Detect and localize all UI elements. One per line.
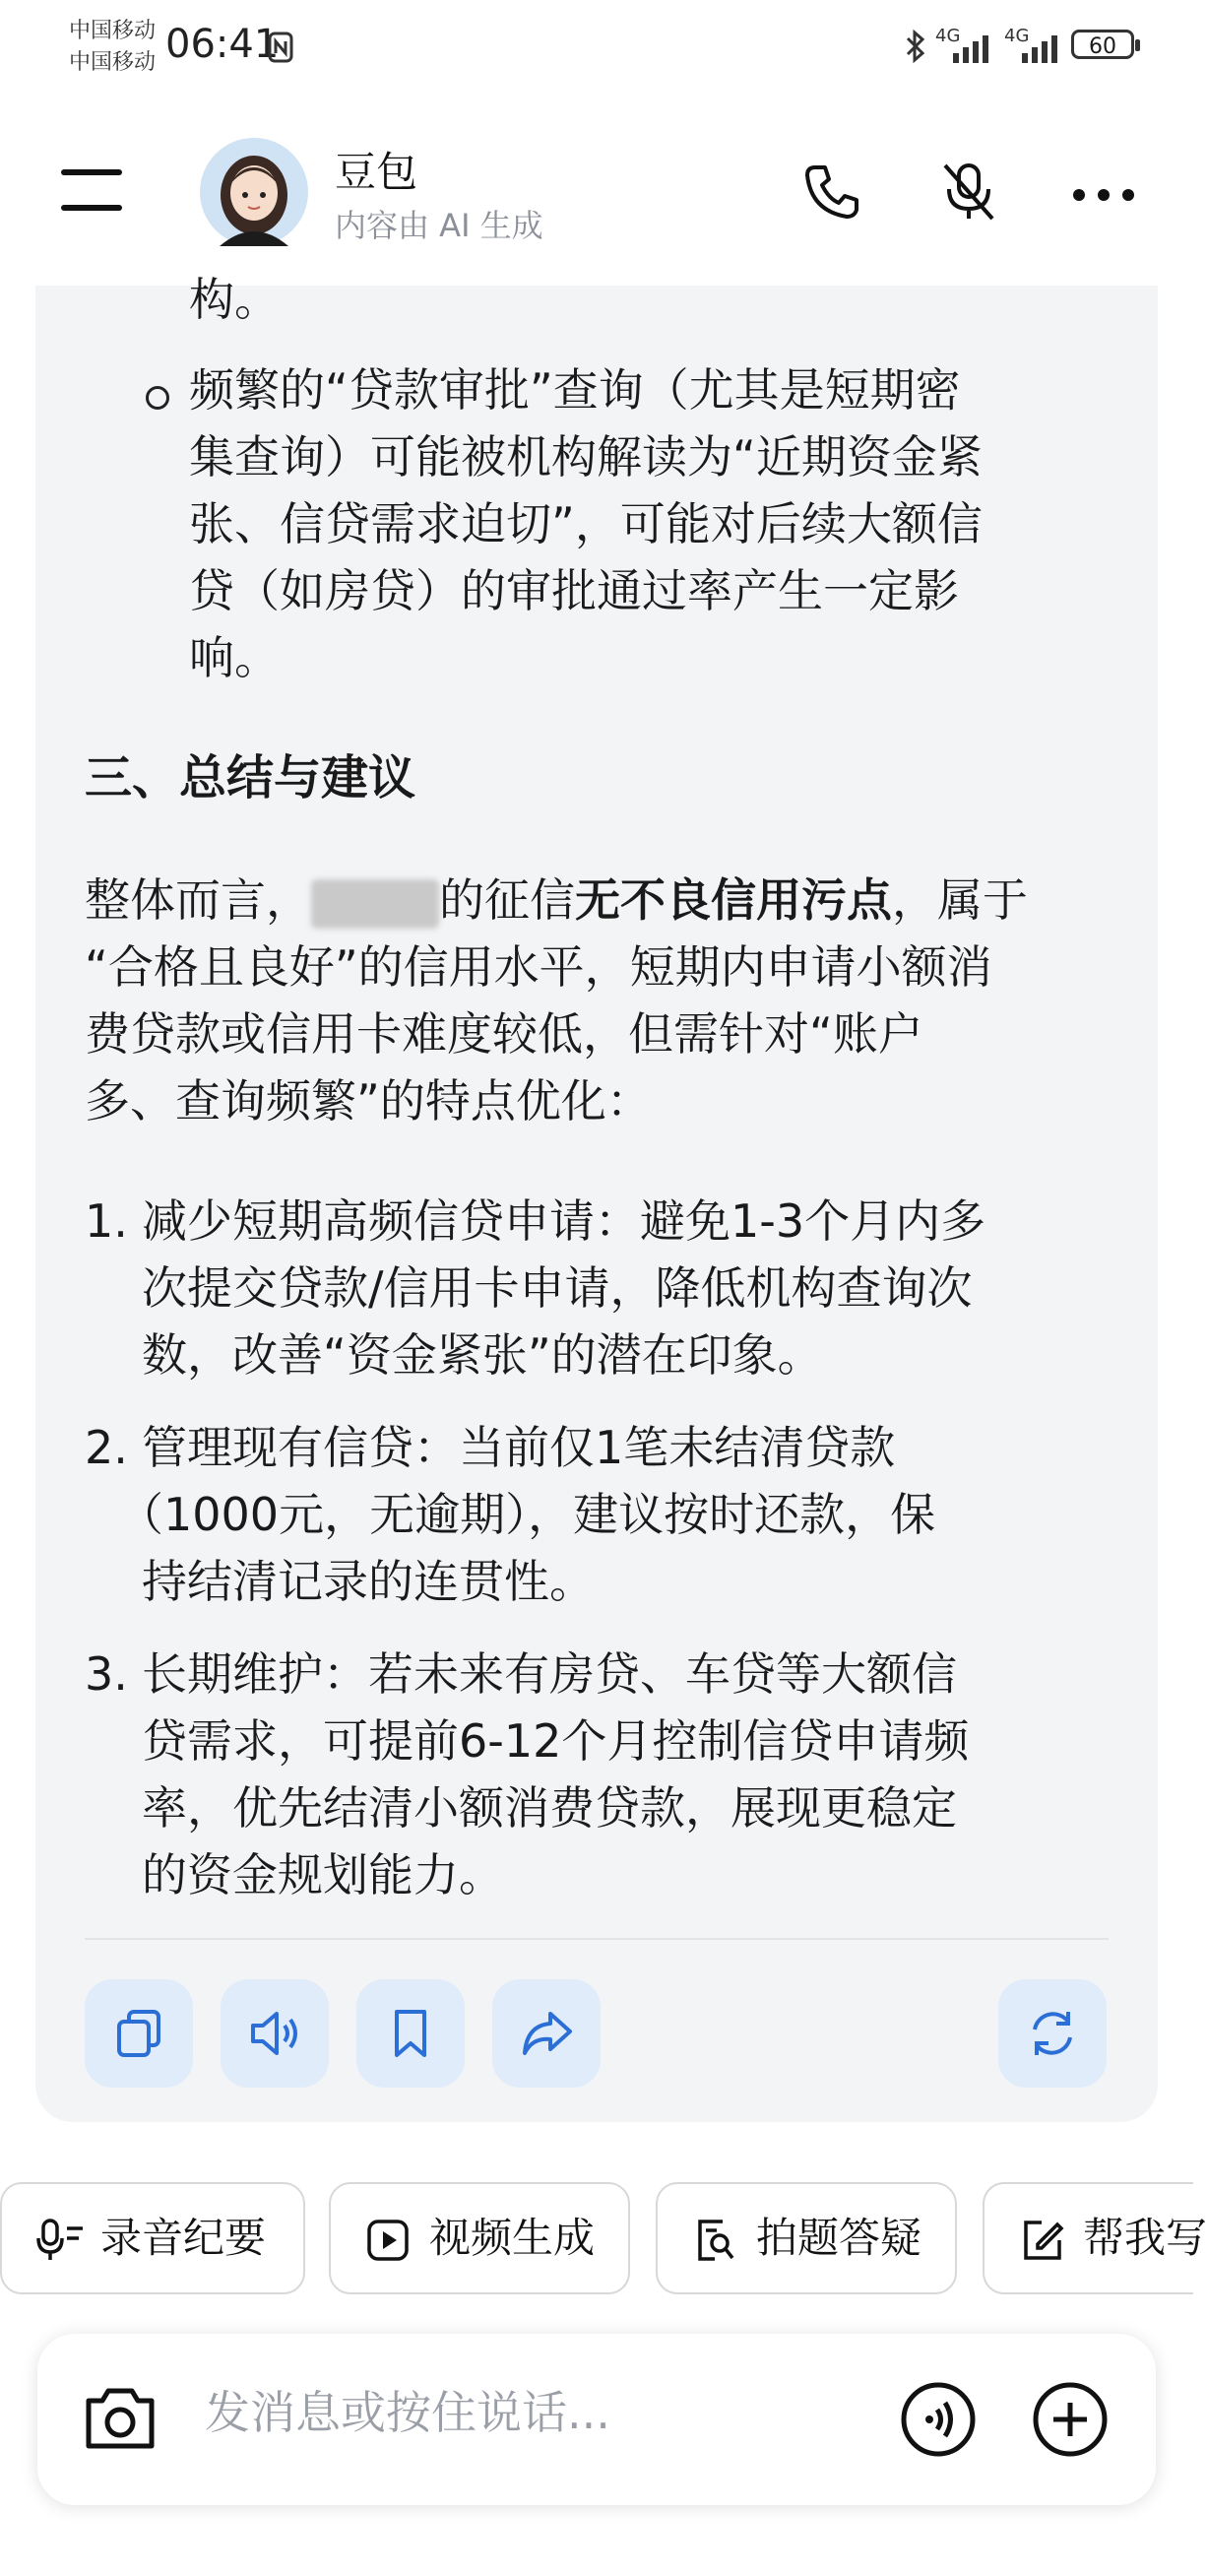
bullet-line: 贷（如房贷）的审批通过率产生一定影: [189, 564, 959, 617]
summary-line: 整体而言， 的征信无不良信用污点，属于: [85, 873, 1028, 927]
signal-icon: [939, 33, 998, 69]
read-aloud-button[interactable]: [221, 1979, 329, 2088]
chip-label: 拍题答疑: [756, 2214, 922, 2262]
item-line: 的资金规划能力。: [142, 1848, 504, 1901]
status-time: 06:41: [165, 22, 280, 67]
chip-photo-question[interactable]: [656, 2182, 957, 2294]
item-number: 1.: [85, 1194, 128, 1248]
item-line: 贷需求，可提前6-12个月控制信贷申请频: [142, 1714, 970, 1768]
menu-icon[interactable]: [59, 167, 124, 217]
share-button[interactable]: [492, 1979, 601, 2088]
play-icon: [366, 2219, 410, 2262]
item-number: 2.: [85, 1421, 128, 1474]
message-input-bar: [37, 2334, 1156, 2505]
copy-button[interactable]: [85, 1979, 193, 2088]
mute-mic-icon[interactable]: [937, 160, 1000, 228]
item-number: 3.: [85, 1647, 128, 1701]
chip-video-generate[interactable]: [329, 2182, 630, 2294]
item-line: 次提交贷款/信用卡申请，降低机构查询次: [142, 1261, 973, 1315]
camera-icon[interactable]: [83, 2383, 158, 2452]
message-input[interactable]: [203, 2385, 896, 2440]
regenerate-button[interactable]: [998, 1979, 1107, 2088]
phone-icon[interactable]: [801, 161, 862, 226]
summary-line: 费贷款或信用卡难度较低，但需针对“账户: [85, 1007, 923, 1061]
chip-label: 录音纪要: [100, 2214, 267, 2262]
item-line: 持结清记录的连贯性。: [142, 1555, 595, 1608]
signal-icon-2: [1008, 33, 1063, 69]
summary-line: 多、查询频繁”的特点优化：: [85, 1074, 652, 1127]
chip-label: 帮我写: [1083, 2214, 1207, 2262]
battery-indicator: 60: [1071, 30, 1134, 59]
voice-call-icon[interactable]: [900, 2381, 977, 2458]
bot-name: 豆包: [335, 148, 418, 196]
bullet-line: 频繁的“贷款审批”查询（尤其是短期密: [189, 363, 961, 417]
signal-label-2: 4G: [1004, 26, 1030, 46]
refresh-icon: [1025, 2006, 1080, 2061]
item-line: 长期维护：若未来有房贷、车贷等大额信: [142, 1647, 957, 1701]
speaker-icon: [247, 2006, 302, 2061]
share-icon: [519, 2006, 574, 2061]
summary-line: “合格且良好”的信用水平，短期内申请小额消: [85, 940, 992, 994]
chip-help-write[interactable]: [983, 2182, 1207, 2294]
plus-icon[interactable]: [1032, 2381, 1109, 2458]
bluetooth-icon: [904, 30, 927, 67]
chip-label: 视频生成: [429, 2214, 596, 2262]
doc-search-icon: [693, 2219, 736, 2262]
message-line: 构。: [189, 273, 280, 326]
bot-subtitle: 内容由 AI 生成: [335, 207, 543, 244]
chip-recording-summary[interactable]: [0, 2182, 305, 2294]
redacted-name: [311, 879, 439, 929]
more-icon[interactable]: [1071, 187, 1136, 207]
edit-icon: [1020, 2219, 1063, 2262]
signal-label-1: 4G: [935, 26, 961, 46]
bookmark-button[interactable]: [356, 1979, 465, 2088]
item-line: 减少短期高频信贷申请：避免1-3个月内多: [142, 1194, 986, 1248]
mic-icon: [37, 2219, 85, 2262]
item-line: （1000元，无逾期），建议按时还款，保: [118, 1488, 936, 1541]
bullet-icon: [146, 386, 169, 410]
item-line: 管理现有信贷：当前仅1笔未结清贷款: [142, 1421, 896, 1474]
bullet-line: 集查询）可能被机构解读为“近期资金紧: [189, 430, 983, 483]
item-line: 率，优先结清小额消费贷款，展现更稳定: [142, 1781, 957, 1835]
nfc-icon: [268, 32, 293, 67]
carrier-1: 中国移动: [69, 19, 157, 43]
divider: [85, 1938, 1109, 1940]
avatar[interactable]: [200, 138, 308, 246]
section-title: 三、总结与建议: [85, 750, 416, 805]
bullet-line: 张、信贷需求迫切”，可能对后续大额信: [189, 497, 983, 550]
carrier-2: 中国移动: [69, 50, 157, 75]
bookmark-icon: [383, 2006, 438, 2061]
bullet-line: 响。: [189, 631, 280, 684]
copy-icon: [111, 2006, 166, 2061]
item-line: 数，改善“资金紧张”的潜在印象。: [142, 1328, 823, 1382]
